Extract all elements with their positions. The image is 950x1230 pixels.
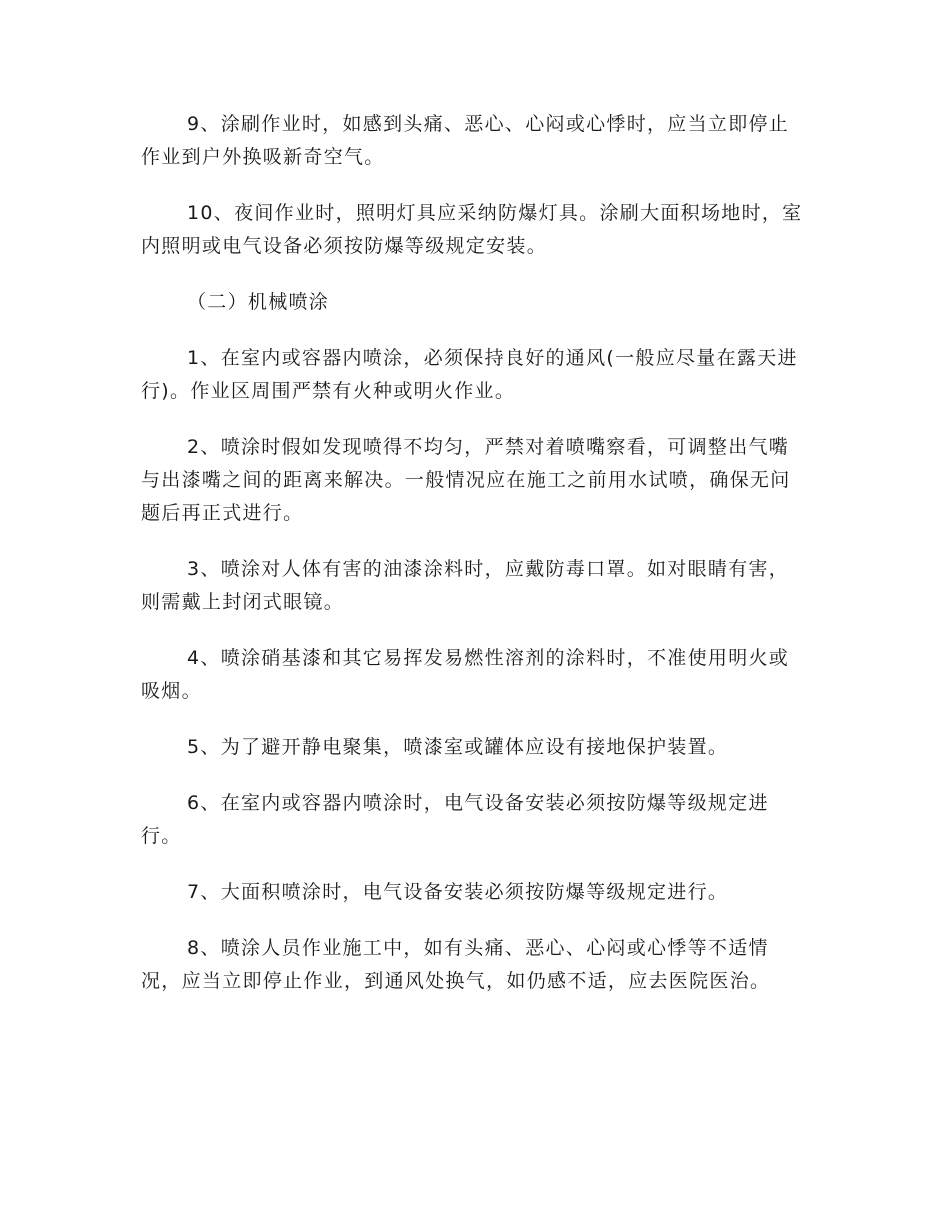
paragraph-item-6: 6、在室内或容器内喷涂时，电气设备安装必须按防爆等级规定进行。 [141, 792, 769, 847]
paragraph-item-5: 5、为了避开静电聚集，喷漆室或罐体应设有接地保护装置。 [187, 736, 729, 758]
paragraph-item-3: 3、喷涂对人体有害的油漆涂料时，应戴防毒口罩。如对眼睛有害，则需戴上封闭式眼镜。 [141, 558, 790, 613]
paragraph-item-9: 9、涂刷作业时，如感到头痛、恶心、心闷或心悸时，应当立即停止作业到户外换吸新奇空气。 [141, 113, 790, 168]
paragraph-item-1: 1、在室内或容器内喷涂，必须保持良好的通风(一般应尽量在露天进行)。作业区周围严禁有火种或明火作业。 [141, 347, 798, 402]
paragraph-item-2: 2、喷涂时假如发现喷得不均匀，严禁对着喷嘴察看，可调整出气嘴与出漆嘴之间的距离来解决。一般情况应在施工之前用水试喷，确保无问题后再正式进行。 [141, 436, 791, 524]
document-body [141, 108, 807, 1021]
paragraph-item-8: 8、喷涂人员作业施工中，如有头痛、恶心、心闷或心悸等不适情况，应当立即停止作业，到通风处换气，如仍感不适，应去医院医治。 [141, 937, 771, 992]
paragraph-item-4: 4、喷涂硝基漆和其它易挥发易燃性溶剂的涂料时，不准使用明火或吸烟。 [141, 647, 790, 702]
paragraph-item-7: 7、大面积喷涂时，电气设备安装必须按防爆等级规定进行。 [187, 881, 729, 903]
paragraph-item-10: 10、夜间作业时，照明灯具应采纳防爆灯具。涂刷大面积场地时，室内照明或电气设备必须按防爆等级规定安装。 [141, 202, 803, 257]
section-heading: （二）机械喷涂 [187, 291, 330, 313]
